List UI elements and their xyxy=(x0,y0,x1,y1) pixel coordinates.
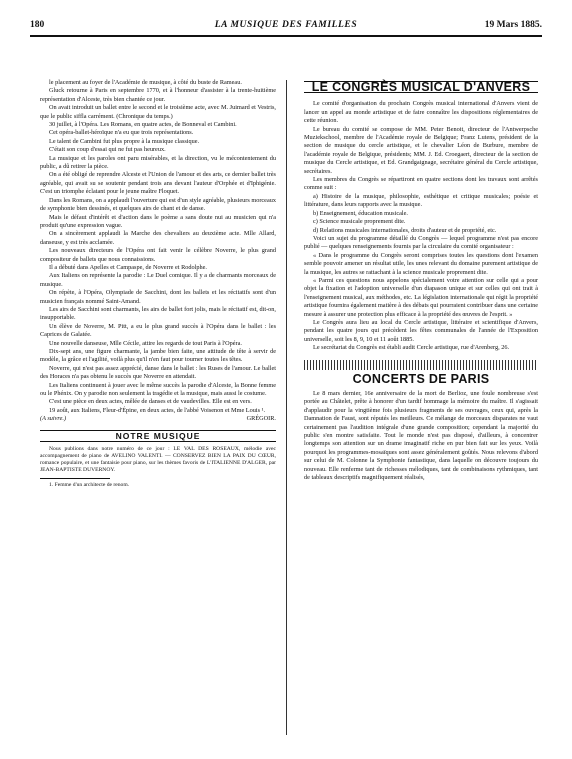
paragraph: Le secrétariat du Congrès est établi audit Cercle artistique, rue d'Arenberg, 26. xyxy=(313,344,510,352)
paragraph: Les nouveaux directeurs de l'Opéra ont fait venir le célèbre Noverre, le plus grand compositeur de ballets que nous connaissions. xyxy=(40,247,276,263)
paragraph: Les airs de Sacchini sont charmants, les airs de ballet fort jolis, mais le récitatif est, dit-on, insupportable. xyxy=(40,305,276,322)
footnote-rule xyxy=(40,478,110,479)
paragraph: d) Relations musicales internationales, droits d'auteur et de propriété, etc. xyxy=(313,226,497,234)
paragraph: « Parmi ces questions nous appelons spécialement votre attention sur celle qui a pour objet la fixation et l'adoption universelle d'un diapason unique et sur celles qui ont trait à l'enseignement musical, aux méthodes, etc. La législation internationale qui régit la propriété artistique fournira également matière à des débats qui pourraient contribuer dans une certaine mesure à assurer une protection plus efficace à la propriété des œuvres de l'esprit. » xyxy=(304,276,538,318)
paragraph: C'était son coup d'essai qui ne fut pas heureux. xyxy=(49,146,166,154)
paragraph: a) Histoire de la musique, philosophie, esthétique et critique musicales; poésie et littérature, dans leurs rapports avec la musique. xyxy=(304,192,538,209)
paragraph: On avait introduit un ballet entre le second et le troisième acte, avec M. Juimard et Vestris, que le public siffla carrément. (Chronique du temps.) xyxy=(40,104,276,120)
section-ornament xyxy=(304,360,538,370)
paragraph: Le Congrès aura lieu au local du Cercle artistique, littéraire et scientifique d'Anvers, pendant les quatre jours qui précèdent les fêtes communales de l'année de l'Exposition universelle, soit les 8, 9, 10 et 11 août 1885. xyxy=(304,318,538,343)
paragraph: Dix-sept ans, une figure charmante, la jambe bien faite, une attitude de tête à servir de modèle, la grâce et l'agilité, voilà plus qu'il n'en faut pour tourner toutes les têtes. xyxy=(40,348,276,364)
paragraph: Une nouvelle danseuse, Mlle Cécile, attire les regards de tout Paris à l'Opéra. xyxy=(49,339,242,347)
paragraph: Un élève de Noverre, M. Pitt, a eu le plus grand succès à l'Opéra dans le ballet : les Caprices de Galatée. xyxy=(40,322,276,339)
right-column xyxy=(304,79,538,482)
page-number: 180 xyxy=(30,20,45,30)
paragraph: On a été obligé de reprendre Alceste et l'Union de l'amour et des arts, ce dernier ballet très agréable, qui avait su se soutenir pendant trois ans devant l'auteur d'Orphée et d'Iphigénie. C'est un triomphe éclatant pour le jeune maître Floquet. xyxy=(40,171,276,196)
left-column xyxy=(40,79,276,489)
paragraph: Noverre, qui n'est pas assez apprécié, danse dans le ballet : les Ruses de l'amour. Le ballet des Horaces n'a pas obtenu le succès que Noverre en attendait. xyxy=(40,364,276,381)
paragraph: Le talent de Cambini fut plus propre à la musique classique. xyxy=(49,137,200,145)
paragraph: 30 juillet, à l'Opéra. Les Romans, en quatre actes, de Bonneval et Cambini. xyxy=(49,121,237,129)
paragraph: Les Italiens continuent à jouer avec le même succès la parodie d'Alceste, la Bonne femme ou le Phénix. On y parodie non seulement la tragédie et la musique, mais aussi le costume. xyxy=(40,381,276,398)
to-be-continued: (A suivre.) xyxy=(40,415,67,423)
paragraph: Il a débuté dans Apelles et Campaspe, de Noverre et Rodolphe. xyxy=(49,263,207,271)
paragraph: Le bureau du comité se compose de MM. Peter Benoit, directeur de l'Antwerpsche Muziekschool, membre de l'Académie royale de Belgique; Franz Lutens, président de la section de musique du cercle artistique, et le chevalier Léon de Burbure, membre de l'académie royale de Belgique, présidents; MM. J. Ed. Croegaert, directeur de la section de musique du Cercle artistique, et Ed. Grandgaignage, secrétaire général du Cercle artistique, secrétaires. xyxy=(304,125,538,175)
congres-title: LE CONGRÈS MUSICAL D'ANVERS xyxy=(304,81,538,93)
paragraph: On a sincèrement applaudi la Marche des chevaliers au deuxième acte. Mlle Allard, danseuse, y est très acclamée. xyxy=(40,230,276,246)
paragraph: On répète, à l'Opéra, Olympiade de Sacchini, dont les ballets et les récitatifs sont d'un musicien français nommé Saint-Amand. xyxy=(40,289,276,305)
paragraph: Dans les Romans, on a applaudi l'ouverture qui est d'un style agréable, plusieurs morceaux de symphonie bien dessinés, et quelques airs de chant et de danse. xyxy=(40,196,276,213)
journal-title: LA MUSIQUE DES FAMILLES xyxy=(214,20,358,30)
paragraph: Gluck retourne à Paris en septembre 1770, et à l'honneur d'assister à la trente-huitième représentation d'Alceste, très bien chantée ce jour. xyxy=(40,87,276,103)
paragraph: Cet opéra-ballet-héroïque n'a eu que trois représentations. xyxy=(49,129,194,137)
header-rule xyxy=(30,35,542,37)
concerts-title: CONCERTS DE PARIS xyxy=(352,371,490,386)
paragraph: Voici un sujet du programme détaillé du Congrès — lequel programme n'est pas encore publié — quelques renseignements fournis par la circulaire du comité organisateur : xyxy=(304,234,538,251)
author-signature: GRÉGOIR. xyxy=(246,415,276,423)
paragraph: le placement au foyer de l'Académie de musique, à côté du buste de Rameau. xyxy=(49,79,242,86)
paragraph: Les membres du Congrès se répartiront en quatre sections dont les travaux sont arrêtés comme suit : xyxy=(304,176,538,192)
paragraph: C'est une pièce en deux actes, mêlée de danses et de vaudevilles. Elle est en vers. xyxy=(49,398,252,406)
paragraph: La musique et les paroles ont paru misérables, et la direction, vu le mécontentement du public, a dû retirer la pièce. xyxy=(40,154,276,171)
paragraph: « Dans le programme du Congrès seront comprises toutes les questions dont l'examen semble pouvoir amener un résultat utile, les unes relevant du domaine purement artistique de la musique, les autres se rattachant à la science musicale proprement dite. xyxy=(304,251,538,276)
issue-date: 19 Mars 1885. xyxy=(484,20,542,30)
column-divider xyxy=(286,80,287,735)
concerts-paragraphs xyxy=(304,390,538,482)
music-section-text: Nous publions dans notre numéro de ce jour : LE VAL DES ROSEAUX, mélodie avec accompagnement de piano de AVELINO VALENTI. — CONSERVEZ BIEN LA PAIX DU CŒUR, romance populaire, et une fantaisie pour piano, sur les thèmes favoris de L'ITALIENNE D'ALGER, par JEAN-BAPTISTE DUVERNOY. xyxy=(40,446,276,474)
left-paragraphs xyxy=(40,79,276,415)
page-header xyxy=(30,20,542,34)
congres-paragraphs xyxy=(304,100,538,352)
paragraph: Aux Italiens on représente la parodie : Le Duel comique. Il y a de charmants morceaux de musique. xyxy=(40,272,276,288)
paragraph: Le comité d'organisation du prochain Congrès musical international d'Anvers vient de lancer un appel au monde artistique et de faire connaître les dispositions réglementaires de cette réunion. xyxy=(304,100,538,125)
paragraph: c) Science musicale proprement dite. xyxy=(313,218,406,226)
signature-line xyxy=(40,415,276,423)
music-section-title: NOTRE MUSIQUE xyxy=(40,430,276,442)
paragraph: b) Enseignement, éducation musicale. xyxy=(313,209,408,217)
paragraph: Le 8 mars dernier, 16e anniversaire de la mort de Berlioz, une foule nombreuse s'est portée au Châtelet, prête à honorer d'un tardif hommage la mémoire du maître. Il s'agissait d'applaudir pour la vingtième fois plusieurs fragments de ses ouvrages, ceux qui, après la Damnation de Faust, sont réputés les meilleurs. Ce mélange de morceaux disparates ne vaut certainement pas l'audition intégrale d'une grande composition; cependant la majorité du public s'en montre satisfaite. Tout le monde n'est pas disposé, d'ailleurs, à concentrer longtemps son attention sur un drame imaginatif riche en pur bien fait sur les yeux. Voilà pourquoi les programmes-mosaïques sont assez généralement goûtés. Nous relevons d'abord sur celui de M. Colonne la Symphonie fantastique, dans laquelle on découvre toujours du nouveau. Elle renferme tant de richesses mélodiques, tant de combinaisons rythmiques, tant de tableaux descriptifs magnifiquement réalisés, xyxy=(304,390,538,482)
footnote: 1. Femme d'un architecte de renom. xyxy=(49,482,130,489)
paragraph: 19 août, aux Italiens, Fleur-d'Épine, en deux actes, de l'abbé Voisenon et Mme Louis ¹. xyxy=(49,406,266,414)
paragraph: Mais le défaut d'intérêt et d'action dans le poème a sans doute nui au musicien qui n'a produit qu'une expression vague. xyxy=(40,213,276,229)
